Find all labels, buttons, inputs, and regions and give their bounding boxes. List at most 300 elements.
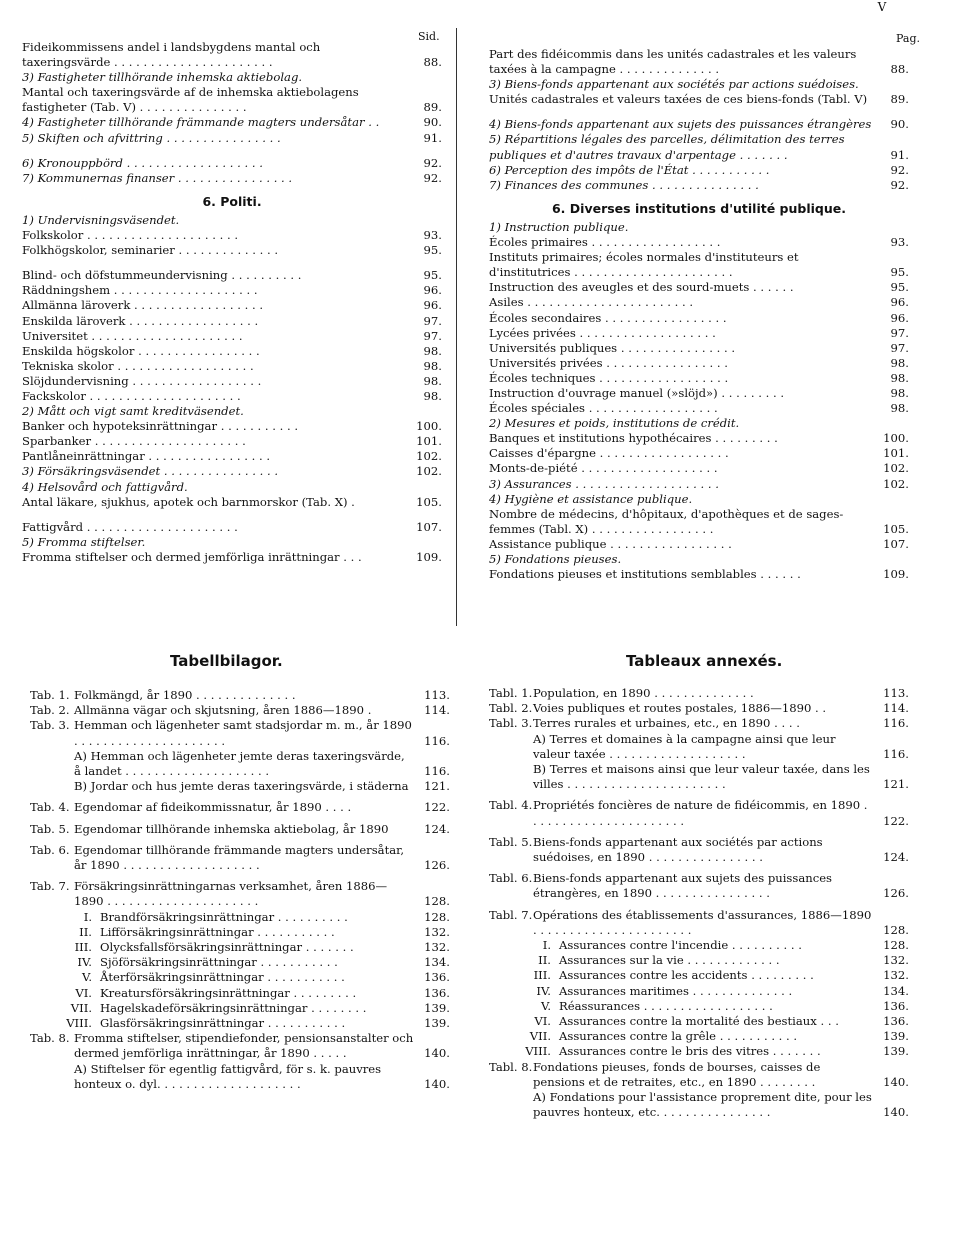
table-entry-page: 116. [424,764,450,779]
toc-entry [22,298,442,313]
toc-entry-text: Sparbanker . . . . . . . . . . . . . . . . . . . . . [22,434,246,449]
toc-entry-text: Mantal och taxeringsvärde af de inhemska aktiebolagens fastigheter (Tab. V) . . . . . . . . . . . . . . . [22,85,359,115]
table-subentry-roman: IV. [77,955,92,970]
toc-entry [489,507,909,537]
table-subentry-page: 139. [424,1016,450,1031]
toc-entry-text: 4) Hygiène et assistance publique. [489,491,693,506]
toc-entry-text: Unités cadastrales et valeurs taxées de ces biens-fonds (Tabl. V) [489,92,868,107]
toc-entry-text: 3) Biens-fonds appartenant aux sociétés par actions suédoises. [489,77,859,92]
table-subentry-page: 139. [424,1000,450,1015]
toc-entry-text: Asiles . . . . . . . . . . . . . . . . . . . . . . . [489,295,694,310]
toc-entry [22,171,442,186]
table-subentry-text: Hagelskadeförsäkringsinrättningar . . . . . . . . [100,1000,367,1015]
table-entry-label: Tabl. 2. [489,701,533,716]
table-subentry [30,1016,450,1031]
table-entry-page: 114. [424,703,450,718]
table-subentry-text: Assurances sur la vie . . . . . . . . . . . . . [559,953,780,968]
column-divider [456,28,457,626]
toc-entry-page: 102. [883,461,909,476]
table-subentry-page: 134. [883,983,909,998]
toc-entry [489,163,909,178]
toc-entry [22,550,442,565]
table-entry [489,716,909,731]
toc-entry [489,492,909,507]
toc-entry [489,280,909,295]
toc-entry-text: Fattigvård . . . . . . . . . . . . . . . . . . . . . [22,519,238,534]
toc-entry-page: 88. [423,55,442,70]
table-entry-page: 140. [424,1076,450,1091]
table-subentry [30,910,450,925]
toc-entry-text: 4) Biens-fonds appartenant aux sujets des puissances étrangères [489,117,872,132]
table-entry-label: Tabl. 7. [489,907,533,922]
toc-entry-page: 105. [883,521,909,536]
page-number: V [877,0,887,14]
table-subentry-page: 136. [424,970,450,985]
toc-entry-text: Allmänna läroverk . . . . . . . . . . . . . . . . . . [22,298,264,313]
table-entry-page: 124. [424,821,450,836]
toc-entry-text: 6) Perception des impôts de l'État . . . . . . . . . . . [489,162,770,177]
table-subentry-text: Assurances contre la grêle . . . . . . . . . . . [559,1029,798,1044]
toc-entry-text: 4) Helsovård och fattigvård. [22,479,188,494]
table-subentry [30,940,450,955]
table-subentry-page: 132. [883,953,909,968]
toc-entry [22,419,442,434]
table-entry-label: Tab. 7. [30,879,70,894]
table-subentry-roman: VII. [70,1000,92,1015]
toc-swedish-column [22,40,442,565]
tableaux-heading: Tableaux annexés. [626,652,783,670]
toc-entry-text: 3) Fastigheter tillhörande inhemska aktiebolag. [22,70,303,85]
table-subentry-page: 134. [424,955,450,970]
toc-entry-page: 95. [423,243,442,258]
toc-entry [489,477,909,492]
toc-entry [22,213,442,228]
table-entry-page: 121. [883,777,909,792]
toc-entry [489,220,909,235]
table-entry-page: 124. [883,850,909,865]
table-subentry-text: Assurances contre les accidents . . . . . . . . . [559,968,814,983]
toc-entry-text: Assistance publique . . . . . . . . . . . . . . . . . [489,536,732,551]
toc-entry-text: Écoles secondaires . . . . . . . . . . . . . . . . . [489,310,727,325]
toc-entry [489,47,909,77]
table-subentry-page: 132. [424,924,450,939]
table-entry [489,908,909,938]
toc-entry-page: 98. [890,385,909,400]
toc-entry-page: 95. [890,280,909,295]
table-entry [30,703,450,718]
toc-entry-page: 91. [423,130,442,145]
table-subentry-roman: VII. [529,1029,551,1044]
pag-label: Pag. [896,32,921,45]
toc-entry-text: 4) Fastigheter tillhörande främmande magters undersåtar . . [22,115,380,130]
toc-entry-page: 92. [890,162,909,177]
table-entry [489,701,909,716]
table-subentry-roman: V. [81,970,92,985]
table-subentry [30,925,450,940]
table-entry-label: Tab. 6. [30,842,70,857]
toc-entry-page: 96. [423,298,442,313]
toc-entry-text: Enskilda läroverk . . . . . . . . . . . . . . . . . . [22,313,259,328]
toc-entry [489,537,909,552]
table-entry-text: B) Terres et maisons ainsi que leur valeur taxée, dans les villes . . . . . . . . . . . . . . . . . . . . . . [533,762,870,792]
toc-entry-text: Fromma stiftelser och dermed jemförliga inrättningar . . . [22,549,362,564]
table-entry [30,718,450,748]
toc-entry [22,131,442,146]
table-entry-text: A) Fondations pour l'assistance proprement dite, pour les pauvres honteux, etc. . . . . . . . . . . . . . . . [533,1090,872,1120]
toc-entry [22,520,442,535]
table-entry-text: Egendomar af fideikommissnatur, år 1890 . . . . [74,800,352,815]
toc-french-column [489,47,909,582]
table-subentry-roman: III. [533,968,551,983]
toc-entry-page: 96. [890,310,909,325]
toc-entry-text: Monts-de-piété . . . . . . . . . . . . . . . . . . . [489,461,718,476]
toc-entry [489,311,909,326]
table-subentry [30,1001,450,1016]
table-entry-page: 140. [883,1105,909,1120]
toc-entry [489,356,909,371]
table-entry [30,822,450,837]
table-subentry-roman: II. [79,924,92,939]
table-entry-text: Hemman och lägenheter samt stadsjordar m. m., år 1890 . . . . . . . . . . . . . . . . . . . . . [74,718,412,748]
table-subentry-page: 136. [883,1014,909,1029]
fr-section-entries [489,220,909,582]
table-subentry-roman: VI. [534,1014,551,1029]
toc-entry-page: 90. [890,117,909,132]
toc-entry [22,156,442,171]
toc-entry-page: 92. [423,155,442,170]
table-subentry-text: Sjöförsäkringsinrättningar . . . . . . . . . . . [100,955,338,970]
toc-entry-page: 100. [883,431,909,446]
toc-entry [489,446,909,461]
table-entry-text: Försäkringsinrättningarnas verksamhet, åren 1886—1890 . . . . . . . . . . . . . . . . . . . . . [74,879,388,909]
table-subentry-text: Olycksfallsförsäkringsinrättningar . . . . . . . [100,940,354,955]
toc-entry-text: Universités privées . . . . . . . . . . . . . . . . . [489,355,728,370]
toc-entry [22,283,442,298]
toc-entry [489,295,909,310]
table-subentry [489,1014,909,1029]
toc-entry-page: 98. [423,373,442,388]
table-subentry [489,953,909,968]
tab-sv-entries [30,688,450,1092]
table-entry-label: Tab. 4. [30,800,70,815]
table-subentry-roman: VIII. [66,1016,92,1031]
toc-entry-text: Part des fidéicommis dans les unités cadastrales et les valeurs taxées à la campagne . . . . . . . . . . . . . . [489,47,857,77]
toc-entry-text: Fideikommissens andel i landsbygdens mantal och taxeringsvärde . . . . . . . . . . . . . . . . . . . . . . [22,40,321,70]
toc-entry-page: 101. [883,446,909,461]
table-entry-page: 128. [883,922,909,937]
toc-entry-text: 3) Assurances . . . . . . . . . . . . . . . . . . . . [489,476,719,491]
toc-entry-text: 2) Mesures et poids, institutions de crédit. [489,416,740,431]
toc-entry-page: 89. [890,92,909,107]
table-entry-page: 140. [424,1046,450,1061]
tab-french-list [489,686,909,1120]
toc-entry-text: Fondations pieuses et institutions semblables . . . . . . [489,567,801,582]
table-subentry-roman: II. [538,953,551,968]
toc-entry-text: 5) Fromma stiftelser. [22,534,146,549]
toc-entry [22,70,442,85]
toc-entry-page: 98. [423,358,442,373]
toc-entry-page: 97. [890,325,909,340]
toc-entry-text: Pantlåneinrättningar . . . . . . . . . . . . . . . . . [22,449,271,464]
toc-entry-page: 105. [416,494,442,509]
toc-entry-page: 97. [423,328,442,343]
toc-entry-text: Nombre de médecins, d'hôpitaux, d'apothèques et de sages-femmes (Tabl. X) . . . . . . . . . . . . . . . . . [489,506,844,536]
table-entry-text: A) Hemman och lägenheter jemte deras taxeringsvärde, å landet . . . . . . . . . . . . . . . . . . . . [74,748,405,779]
toc-entry-text: 5) Skiften och afvittring . . . . . . . . . . . . . . . . [22,130,281,145]
toc-entry-page: 93. [423,228,442,243]
toc-entry-page: 98. [890,355,909,370]
toc-entry [489,567,909,582]
table-entry [489,1090,909,1120]
toc-entry [489,431,909,446]
table-subentry-page: 128. [883,938,909,953]
table-entry-text: A) Terres et domaines à la campagne ainsi que leur valeur taxée . . . . . . . . . . . . . . . . . . . [533,731,836,761]
toc-entry [22,115,442,130]
toc-entry [489,92,909,107]
table-subentry-page: 136. [424,985,450,1000]
toc-entry [22,495,442,510]
table-subentry-roman: III. [74,940,92,955]
table-entry-text: Folkmängd, år 1890 . . . . . . . . . . . . . . [74,688,296,702]
table-subentry-text: Assurances contre l'incendie . . . . . . . . . . [559,938,802,953]
table-entry-text: Allmänna vägar och skjutsning, åren 1886—1890 . [74,703,372,718]
table-entry-text: Egendomar tillhörande inhemska aktiebolag, år 1890 [74,821,389,836]
toc-entry-text: Écoles spéciales . . . . . . . . . . . . . . . . . . [489,401,718,416]
tab-fr-entries [489,686,909,1120]
table-subentry [30,955,450,970]
table-entry [489,835,909,865]
toc-entry-text: Tekniska skolor . . . . . . . . . . . . . . . . . . . [22,358,254,373]
table-subentry-text: Assurances contre la mortalité des bestiaux . . . [559,1014,839,1029]
table-subentry-page: 139. [883,1029,909,1044]
toc-entry-text: Universitet . . . . . . . . . . . . . . . . . . . . . [22,328,243,343]
toc-entry-page: 95. [890,265,909,280]
toc-entry-page: 92. [890,177,909,192]
toc-entry-text: Blind- och döfstummeundervisning . . . . . . . . . . [22,268,302,283]
table-entry-page: 121. [424,779,450,794]
table-subentry-text: Brandförsäkringsinrättningar . . . . . . . . . . [100,909,348,924]
toc-entry-text: 2) Mått och vigt samt kreditväsendet. [22,404,244,419]
table-subentry-text: Réassurances . . . . . . . . . . . . . . . . . . [559,998,773,1013]
table-entry [30,800,450,815]
table-subentry [489,999,909,1014]
toc-entry-page: 100. [416,419,442,434]
table-entry [489,798,909,828]
toc-entry [22,374,442,389]
toc-entry-page: 98. [890,401,909,416]
toc-entry [489,132,909,162]
table-entry-text: Opérations des établissements d'assurances, 1886—1890 . . . . . . . . . . . . . . . . . . . . . . [533,907,872,937]
table-entry [30,879,450,909]
table-subentry-roman: V. [540,998,551,1013]
table-subentry-text: Lifförsäkringsinrättningar . . . . . . . . . . . [100,924,335,939]
toc-entry-page: 102. [416,449,442,464]
toc-entry-text: Banques et institutions hypothécaires . . . . . . . . . [489,431,778,446]
toc-entry-page: 93. [890,235,909,250]
table-entry-text: Fromma stiftelser, stipendiefonder, pensionsanstalter och dermed jemförliga inrättningar, år 1890 . . . . . [74,1031,414,1061]
toc-entry-text: 6) Kronouppbörd . . . . . . . . . . . . . . . . . . . [22,155,263,170]
table-subentry-text: Återförsäkringsinrättningar . . . . . . . . . . . [100,970,345,985]
toc-entry [489,371,909,386]
table-subentry-text: Assurances maritimes . . . . . . . . . . . . . . [559,983,793,998]
toc-entry-page: 102. [416,464,442,479]
toc-entry-text: Enskilda högskolor . . . . . . . . . . . . . . . . . [22,343,260,358]
table-subentry-roman: VIII. [525,1044,551,1059]
table-subentry-roman: I. [542,938,551,953]
table-subentry-roman: I. [83,909,92,924]
table-entry-label: Tab. 3. [30,718,70,733]
toc-entry-page: 107. [883,536,909,551]
table-entry-page: 114. [883,701,909,716]
toc-entry-text: Banker och hypoteksinrättningar . . . . . . . . . . . [22,419,299,434]
table-entry [489,1060,909,1090]
toc-entry-text: Universités publiques . . . . . . . . . . . . . . . . [489,340,736,355]
toc-entry [489,461,909,476]
table-entry [489,762,909,792]
table-entry-page: 122. [424,800,450,815]
table-entry [30,1062,450,1092]
table-entry-text: Voies publiques et routes postales, 1886—1890 . . [533,701,827,716]
table-entry-page: 116. [883,746,909,761]
table-entry-label: Tab. 8. [30,1031,70,1046]
toc-entry-page: 89. [423,100,442,115]
tab-swedish-list [30,688,450,1092]
toc-entry-text: 7) Kommunernas finanser . . . . . . . . . . . . . . . . [22,170,293,185]
table-subentry [489,1029,909,1044]
toc-entry [489,552,909,567]
toc-entry-page: 98. [890,370,909,385]
toc-entry-page: 97. [423,313,442,328]
toc-entry-text: 1) Undervisningsväsendet. [22,212,180,227]
table-entry [30,1031,450,1061]
toc-entry [489,117,909,132]
toc-entry [22,344,442,359]
toc-entry [22,243,442,258]
toc-entry-text: Fackskolor . . . . . . . . . . . . . . . . . . . . . [22,388,241,403]
toc-entry [22,404,442,419]
toc-entry [489,178,909,193]
sid-label: Sid. [418,30,440,43]
table-entry-text: Terres rurales et urbaines, etc., en 1890 . . . . [533,716,800,731]
sv-top-entries [22,40,442,186]
table-entry-page: 140. [883,1074,909,1089]
table-entry [489,732,909,762]
table-subentry-roman: IV. [536,983,551,998]
table-entry-page: 122. [883,813,909,828]
toc-entry-text: 5) Répartitions légales des parcelles, délimitation des terres publiques et d'autres travaux d'arpentage . . . . . . . [489,132,845,162]
table-entry-text: Egendomar tillhörande främmande magters undersåtar, år 1890 . . . . . . . . . . . . . . . . . . . [74,842,405,873]
table-entry-page: 113. [424,688,450,702]
toc-entry [489,326,909,341]
toc-entry [22,464,442,479]
table-entry [30,749,450,779]
table-subentry [489,968,909,983]
toc-entry [22,449,442,464]
table-entry-label: Tabl. 8. [489,1059,533,1074]
toc-entry [489,386,909,401]
table-entry-label: Tabl. 5. [489,834,533,849]
toc-entry-page: 92. [423,170,442,185]
table-entry [30,688,450,703]
toc-entry [22,314,442,329]
toc-entry-text: Slöjdundervisning . . . . . . . . . . . . . . . . . . [22,373,262,388]
toc-entry-page: 107. [416,519,442,534]
toc-entry-text: Écoles techniques . . . . . . . . . . . . . . . . . . [489,370,729,385]
table-entry-page: 113. [883,686,909,700]
toc-entry-text: Caisses d'épargne . . . . . . . . . . . . . . . . . . [489,446,729,461]
fr-section-heading: 6. Diverses institutions d'utilité publique. [551,200,846,216]
table-subentry-roman: VI. [75,985,92,1000]
table-subentry-page: 136. [883,998,909,1013]
table-subentry [30,970,450,985]
toc-entry-page: 102. [883,476,909,491]
table-subentry [489,984,909,999]
table-entry-label: Tab. 2. [30,703,70,718]
table-entry [489,871,909,901]
toc-entry [489,77,909,92]
fr-top-entries [489,47,909,193]
toc-entry [22,40,442,70]
table-entry [30,843,450,873]
toc-entry-page: 96. [423,283,442,298]
toc-entry-page: 109. [883,567,909,582]
toc-entry-text: 5) Fondations pieuses. [489,552,622,566]
table-subentry [489,938,909,953]
table-entry-label: Tab. 1. [30,688,70,702]
toc-entry-text: 1) Instruction publique. [489,219,629,234]
table-entry-label: Tabl. 6. [489,871,533,886]
table-subentry-text: Glasförsäkringsinrättningar . . . . . . . . . . . [100,1016,346,1031]
table-subentry-page: 132. [883,968,909,983]
toc-entry [489,401,909,416]
table-entry-page: 126. [424,858,450,873]
toc-entry [22,535,442,550]
table-entry-text: B) Jordar och hus jemte deras taxeringsvärde, i städerna [74,779,409,794]
toc-entry [22,228,442,243]
toc-entry-page: 98. [423,343,442,358]
toc-entry [489,341,909,356]
toc-entry-page: 91. [890,147,909,162]
toc-entry [22,389,442,404]
table-subentry-text: Kreatursförsäkringsinrättningar . . . . . . . . . [100,985,357,1000]
table-entry-text: A) Stiftelser för egentlig fattigvård, för s. k. pauvres honteux o. dyl. . . . . . . . . . . . . . . . . . . . [74,1061,382,1091]
sv-section-entries [22,213,442,565]
toc-entry-page: 90. [423,115,442,130]
table-entry-label: Tabl. 4. [489,798,533,813]
toc-entry [22,359,442,374]
toc-entry-text: Räddningshem . . . . . . . . . . . . . . . . . . . . [22,283,258,298]
table-entry [30,779,450,794]
toc-entry [22,434,442,449]
toc-entry-text: Instruction des aveugles et des sourd-muets . . . . . . [489,280,794,295]
toc-entry-page: 98. [423,388,442,403]
table-subentry [489,1044,909,1059]
toc-entry [489,416,909,431]
toc-entry-text: Antal läkare, sjukhus, apotek och barnmorskor (Tab. X) . [22,494,355,509]
table-entry-page: 128. [424,894,450,909]
tabellbilagor-heading: Tabellbilagor. [170,652,283,670]
toc-entry-page: 101. [416,434,442,449]
toc-entry-text: 3) Försäkringsväsendet . . . . . . . . . . . . . . . . [22,464,279,479]
toc-entry-text: Lycées privées . . . . . . . . . . . . . . . . . . . [489,325,716,340]
table-entry-text: Biens-fonds appartenant aux sujets des puissances étrangères, en 1890 . . . . . . . . . . . . . . . . [533,871,833,901]
toc-entry [489,235,909,250]
table-entry-label: Tabl. 1. [489,686,533,700]
toc-entry [22,268,442,283]
table-entry [489,686,909,701]
toc-entry [489,250,909,280]
toc-entry [22,85,442,115]
